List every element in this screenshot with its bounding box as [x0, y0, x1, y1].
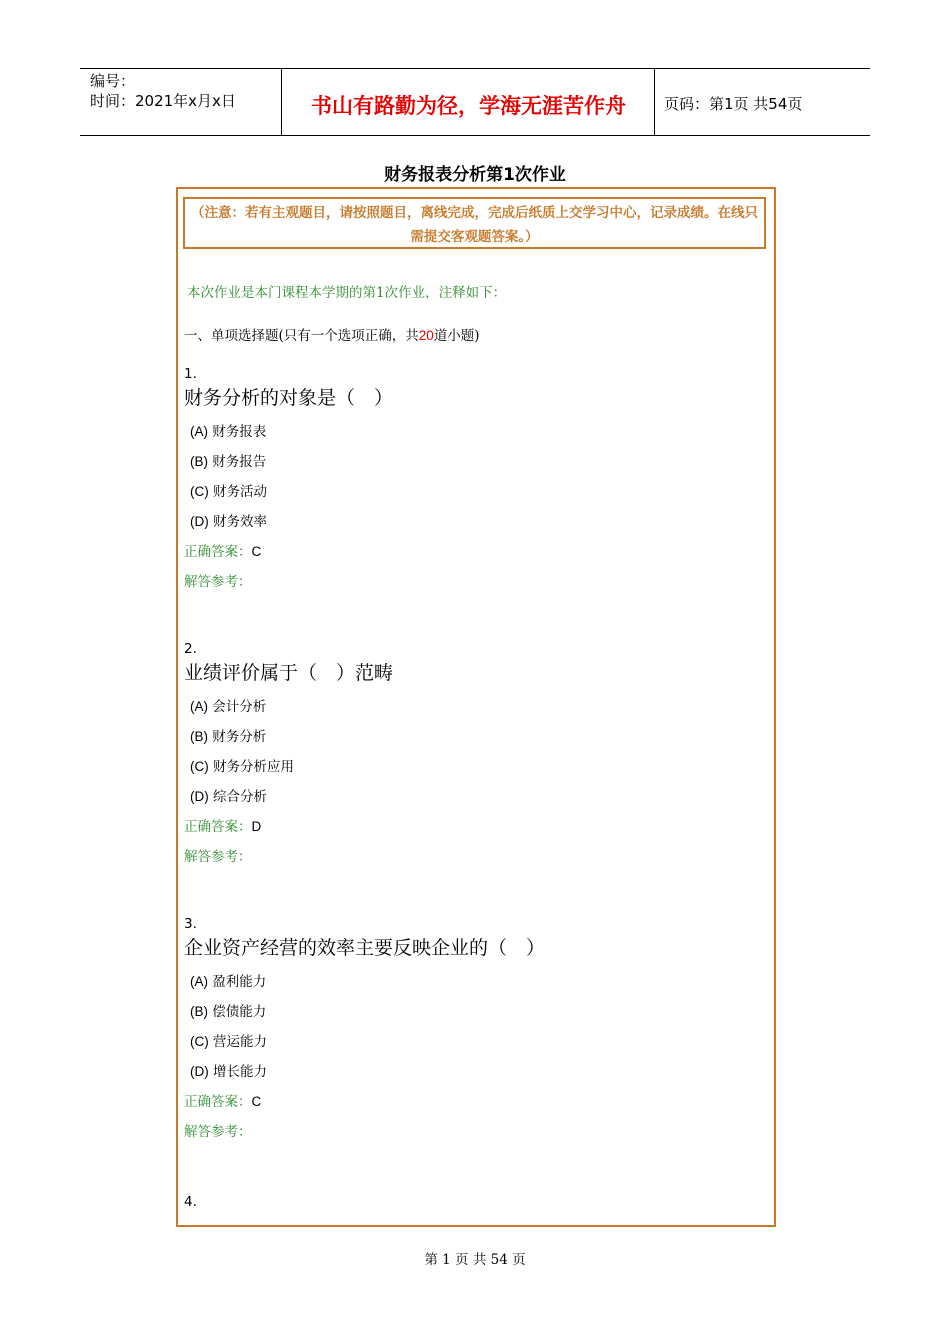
option-d — [184, 785, 764, 815]
answer-label: 正确答案： — [184, 544, 252, 560]
section-count: 20 — [418, 328, 434, 343]
option-d — [184, 510, 764, 540]
header-bottom-rule — [80, 135, 870, 136]
option-text: 会计分析 — [212, 699, 267, 715]
question-text: 财务分析的对象是（ ） — [184, 387, 394, 409]
option-text: 增长能力 — [213, 1064, 268, 1080]
option-text: 财务分析 — [212, 729, 267, 745]
question-4-number: 4. — [184, 1194, 197, 1210]
option-c — [184, 1030, 764, 1060]
answer-value: C — [251, 1094, 262, 1109]
header-divider-right — [654, 68, 655, 136]
option-letter: (A) — [190, 974, 208, 989]
header-top-rule — [80, 68, 870, 69]
header-page-info: 页码：第1页 共54页 — [664, 95, 803, 113]
page-title: 财务报表分析第1次作业 — [384, 165, 566, 185]
option-letter: (A) — [190, 424, 208, 439]
header-divider-left — [281, 68, 282, 136]
question-text: 企业资产经营的效率主要反映企业的（ ） — [184, 937, 546, 959]
option-letter: (D) — [190, 789, 209, 804]
option-letter: (C) — [190, 484, 209, 499]
number-label: 编号： — [90, 72, 136, 90]
correct-answer — [184, 540, 764, 570]
option-text: 财务活动 — [213, 484, 268, 500]
answer-reference: 解答参考： — [184, 574, 252, 590]
option-c — [184, 480, 764, 510]
question-1 — [184, 366, 764, 600]
option-a — [184, 695, 764, 725]
option-letter: (B) — [190, 1004, 208, 1019]
option-letter: (B) — [190, 454, 208, 469]
option-b — [184, 725, 764, 755]
option-letter: (B) — [190, 729, 208, 744]
answer-label: 正确答案： — [184, 1094, 252, 1110]
option-text: 财务报表 — [212, 424, 267, 440]
option-letter: (D) — [190, 1064, 209, 1079]
option-a — [184, 970, 764, 1000]
section-heading — [184, 324, 480, 344]
option-text: 财务报告 — [212, 454, 267, 470]
option-letter: (A) — [190, 699, 208, 714]
option-text: 盈利能力 — [212, 974, 267, 990]
option-d — [184, 1060, 764, 1090]
section-suffix: 道小题) — [433, 328, 480, 344]
header-meta — [90, 71, 236, 111]
option-text: 综合分析 — [213, 789, 268, 805]
option-c — [184, 755, 764, 785]
answer-label: 正确答案： — [184, 819, 252, 835]
question-number: 1. — [184, 366, 197, 382]
correct-answer — [184, 1090, 764, 1120]
option-letter: (C) — [190, 1034, 209, 1049]
answer-reference: 解答参考： — [184, 849, 252, 865]
header-motto: 书山有路勤为径，学海无涯苦作舟 — [311, 93, 626, 118]
section-prefix: 一、单项选择题(只有一个选项正确，共 — [184, 328, 419, 344]
option-text: 营运能力 — [213, 1034, 268, 1050]
time-label: 时间：2021年x月x日 — [90, 92, 236, 110]
answer-value: C — [251, 544, 262, 559]
option-letter: (D) — [190, 514, 209, 529]
question-number: 3. — [184, 916, 197, 932]
page-footer: 第 1 页 共 54 页 — [424, 1252, 526, 1268]
option-b — [184, 450, 764, 480]
notice-box: （注意：若有主观题目，请按照题目，离线完成，完成后纸质上交学习中心，记录成绩。在线只需提交客观题答案。） — [183, 197, 766, 249]
answer-reference: 解答参考： — [184, 1124, 252, 1140]
correct-answer — [184, 815, 764, 845]
option-b — [184, 1000, 764, 1030]
option-letter: (C) — [190, 759, 209, 774]
option-a — [184, 420, 764, 450]
question-text: 业绩评价属于（ ）范畴 — [184, 662, 394, 684]
option-text: 财务分析应用 — [213, 759, 295, 775]
question-number: 2. — [184, 641, 197, 657]
answer-value: D — [251, 819, 262, 834]
option-text: 财务效率 — [213, 514, 268, 530]
question-2 — [184, 641, 764, 875]
intro-text: 本次作业是本门课程本学期的第1次作业，注释如下： — [187, 285, 507, 301]
question-3 — [184, 916, 764, 1150]
option-text: 偿债能力 — [212, 1004, 267, 1020]
